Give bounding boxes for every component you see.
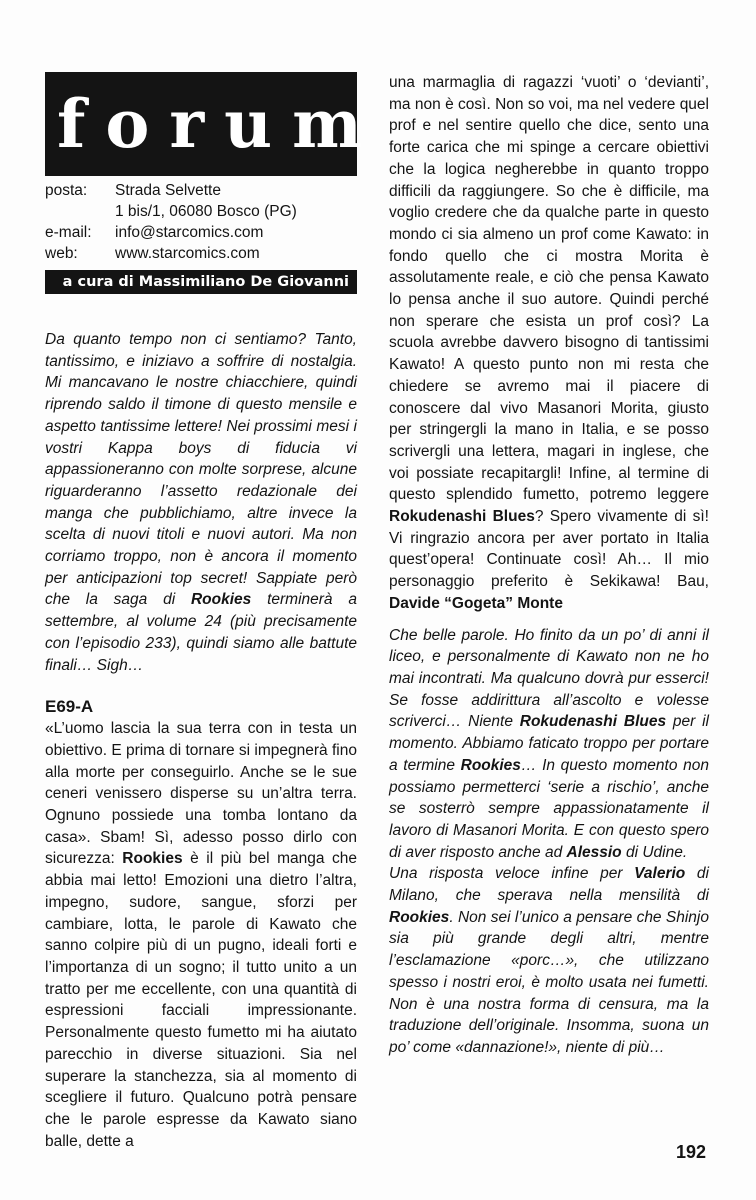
text-run: ? Spero vivamente di sì! Vi ringrazio ancora per aver portato in Italia quest’opera! Continuate così! Ah… Il mio personaggio preferito è Sekikawa! Bau, [389,508,709,591]
contact-row [45,243,357,264]
contact-row [45,180,357,201]
text-run-bold: Rokudenashi Blues [519,713,667,731]
reply-paragraph [389,625,709,864]
text-run: è il più bel manga che abbia mai letto! Emozioni una dietro l’altra, impegno, sudore, sangue, sforzi per cambiare, lotta, le parole di Kawato che sanno colpire più di un pugno, ideali forti e l’importanza di un sogno; il tutto unito a un tratto per me eccellente, con una quantità di espressioni facciali impressionante. Personalmente questo fumetto mi ha aiutato parecchio in diverse situazioni. Sia nel superare la stanchezza, sia al momento di scegliere il futuro. Qualcuno potrà pensare che le parole espresse da Kawato siano balle, dette a [45,850,357,1150]
contact-value: 1 bis/1, 06080 Bosco (PG) [115,203,297,220]
contact-label: e-mail: [45,224,92,241]
text-run: Che belle parole. Ho finito da un po’ di anni il liceo, e personalmente di Kawato non ne ho mai incontrati. Ma qualcuno dovrà pur esserci! Se fosse addirittura all’ascolto e volesse scriverci… Niente [389,626,709,731]
text-run: una marmaglia di ragazzi ‘vuoti’ o ‘devianti’, ma non è così. Non so voi, ma nel vedere quel prof e nel sentire quello che dice, sento una forte carica che mi spinge a cercare obiettivi che la logica negherebbe in quanto troppo difficili da raggiungere. So che è difficile, ma voglio credere che da qualche parte in questo mondo ci sia almeno un prof come Kawato: in fondo quello che ci mostra Morita è assolutamente reale, e ciò che pensa Kawato lo pensa anche il suo autore. Quindi perché non sperare che esista un prof così? La scuola avrebbe davvero bisogno di tantissimi Kawato! A questo punto non mi resta che chiedere se avremo mai il piacere di conoscere dal vivo Masanori Morita, giusto per stringergli la mano in Italia, e se posso scrivergli una lettera, magari in inglese, che voi possiate recapitargli! Infine, al termine di questo splendido fumetto, potremo leggere [389,74,709,504]
contact-label: posta: [45,182,88,199]
text-run-bold: Rookies [460,756,521,774]
text-run: di Udine. [621,843,688,861]
letter-paragraph-part1 [45,718,357,1152]
letter-paragraph-part2 [389,72,709,615]
contact-row [45,201,357,222]
contact-value: www.starcomics.com [115,245,260,262]
forum-banner: forum [45,72,357,176]
text-run-bold: Rookies [190,591,252,609]
text-run-bold: Rookies [389,908,450,926]
page-number: 192 [675,1142,706,1162]
contact-value: info@starcomics.com [115,224,264,241]
curator-bar: a cura di Massimiliano De Giovanni [45,270,357,294]
intro-paragraph [45,329,357,676]
left-column [45,72,383,1152]
text-run: Una risposta veloce infine per [389,865,635,883]
signature: Davide “Gogeta” Monte [389,594,563,612]
text-run-bold: Valerio [634,865,686,883]
right-column [389,72,709,1059]
text-run-bold: Rookies [122,850,183,868]
text-run-bold: Rokudenashi Blues [389,508,535,526]
text-run: terminerà a settembre, al volume 24 (più precisamente con l’episodio 233), quindi siamo alle battute finali… Sigh… [45,591,357,674]
reply-paragraph-2 [389,863,709,1058]
contact-row [45,222,357,243]
text-run: «L’uomo lascia la sua terra con in testa un obiettivo. E prima di tornare si impegnerà fino alla morte per conseguirlo. Anche se le sue ceneri venissero disperse su un’altra terra. Ognuno possiede una tomba lontano da casa». Sbam! Sì, adesso posso dirlo con sicurezza: [45,720,357,868]
text-run-bold: Alessio [566,843,622,861]
contact-label [45,201,115,222]
text-run: per il momento. Abbiamo faticato troppo per portare a termine [389,713,709,774]
text-run: … In questo momento non possiamo permetterci ‘serie a rischio’, anche se sosterrò sempre appassionatamente il lavoro di Masanori Morita. E con questo spero di aver risposto anche ad [389,756,709,861]
contact-block [45,180,357,264]
contact-value: Strada Selvette [115,182,221,199]
contact-label: web: [45,245,78,262]
letter-title: E69-A [45,697,94,717]
text-run: di Milano, che sperava nella mensilità di [389,865,709,905]
text-run: . Non sei l’unico a pensare che Shinjo sia più grande degli altri, mentre l’esclamazione «porc…», che utilizzano spesso i nostri eroi, è molto usata nei fumetti. Non è una nostra forma di censura, ma la traduzione dell’originale. Insomma, suona un po’ come «dannazione!», niente di più… [389,908,709,1056]
text-run: Da quanto tempo non ci sentiamo? Tanto, tantissimo, e iniziavo a soffrire di nostalgia. Mi mancavano le nostre chiacchiere, quindi riprendo saldo il timone di questo mensile e aspetto tantissime lettere! Nei prossimi mesi i vostri Kappa boys di fiducia vi appassioneranno con molte sorprese, alcune riguarderanno l’assetto redazionale dei manga che pubblichiamo, altre invece la scelta di nuovi titoli e nuovi autori. Ma non corriamo troppo, non è ancora il momento per anticipazioni top secret! Sappiate però che la saga di [45,331,357,609]
